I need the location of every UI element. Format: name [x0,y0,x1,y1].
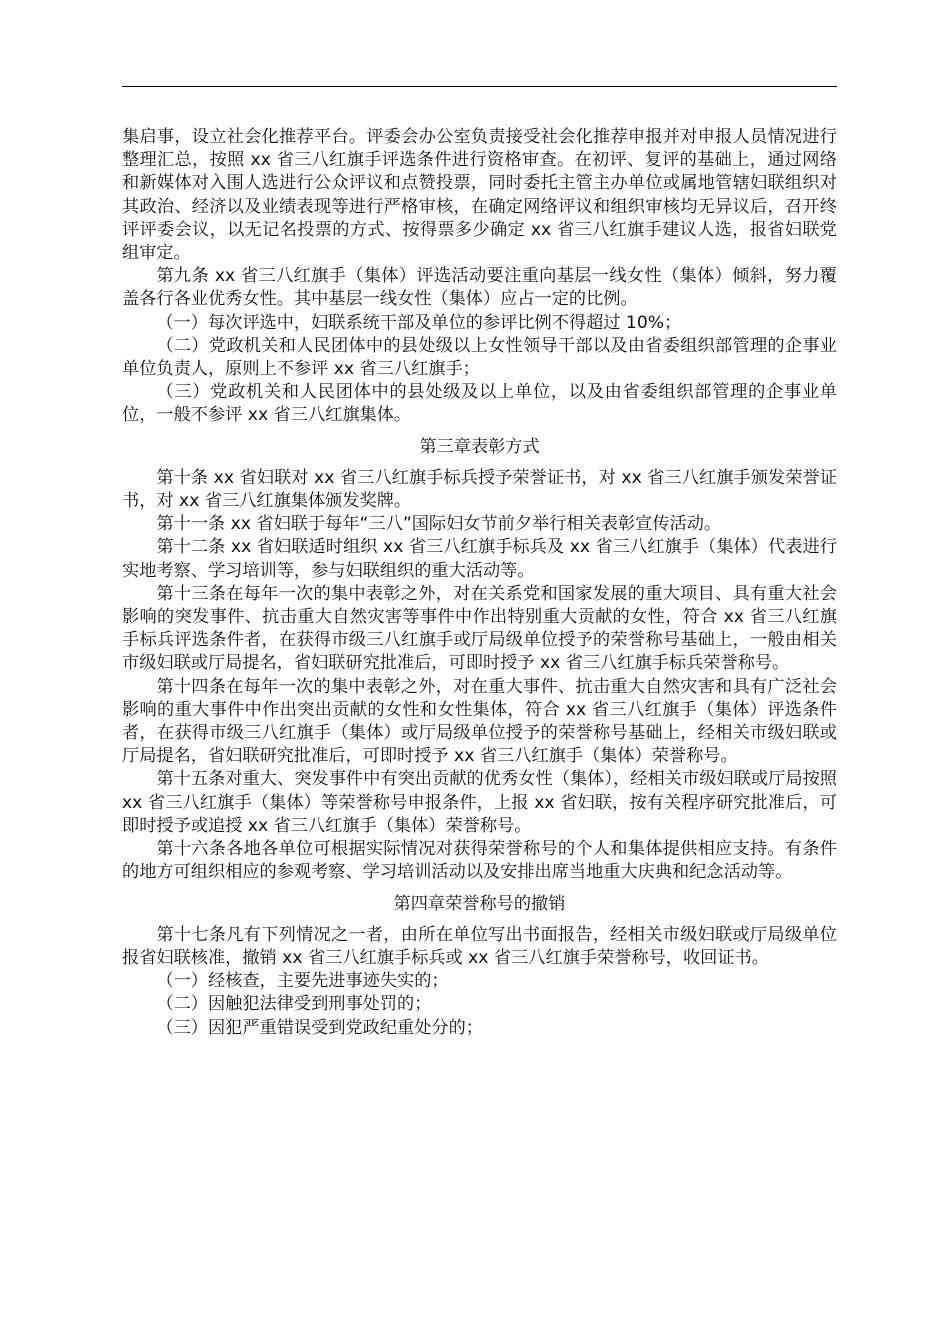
paragraph: 第九条 xx 省三八红旗手（集体）评选活动要注重向基层一线女性（集体）倾斜，努力覆盖各行各业优秀女性。其中基层一线女性（集体）应占一定的比例。 [122,266,837,310]
paragraph: 第十三条在每年一次的集中表彰之外，对在关系党和国家发展的重大项目、具有重大社会影响的突发事件、抗击重大自然灾害等事件中作出特别重大贡献的女性，符合 xx 省三八红旗手标兵评选条件者，在获得市级三八红旗手或厅局级单位授予的荣誉称号基础上，一般由相关市级妇联或厅局提名，省妇联研究批准后，可即时授予 xx 省三八红旗手标兵荣誉称号。 [122,583,837,674]
paragraph: 第十条 xx 省妇联对 xx 省三八红旗手标兵授予荣誉证书，对 xx 省三八红旗手颁发荣誉证书，对 xx 省三八红旗集体颁发奖牌。 [122,467,837,512]
paragraph: （二）党政机关和人民团体中的县处级以上女性领导干部以及由省委组织部管理的企事业单位负责人，原则上不参评 xx 省三八红旗手； [122,335,837,380]
document-body [122,126,837,1040]
paragraph: （一）经核查，主要先进事迹失实的； [156,971,449,992]
paragraph: 第十七条凡有下列情况之一者，由所在单位写出书面报告，经相关市级妇联或厅局级单位报省妇联核准，撤销 xx 省三八红旗手标兵或 xx 省三八红旗手荣誉称号，收回证书。 [122,924,837,968]
paragraph: （一）每次评选中，妇联系统干部及单位的参评比例不得超过 10%； [156,312,682,333]
paragraph: （三）因犯严重错误受到党政纪重处分的； [156,1017,483,1038]
paragraph: 第十二条 xx 省妇联适时组织 xx 省三八红旗手标兵及 xx 省三八红旗手（集体）代表进行实地考察、学习培训等，参与妇联组织的重大活动等。 [122,537,837,581]
paragraph: 第十六条各地各单位可根据实际情况对获得荣誉称号的个人和集体提供相应支持。有条件的地方可组织相应的参观考察、学习培训活动以及安排出席当地重大庆典和纪念活动等。 [122,839,837,883]
paragraph: （三）党政机关和人民团体中的县处级及以上单位，以及由省委组织部管理的企事业单位，一般不参评 xx 省三八红旗集体。 [122,382,837,426]
paragraph: 第十五条对重大、突发事件中有突出贡献的优秀女性（集体），经相关市级妇联或厅局按照 xx 省三八红旗手（集体）等荣誉称号申报条件，上报 xx 省妇联，按有关程序研究批准后，可即时授予或追授 xx 省三八红旗手（集体）荣誉称号。 [122,769,837,836]
paragraph: （二）因触犯法律受到刑事处罚的； [156,994,432,1015]
header-rule [122,86,837,87]
paragraph: 第十一条 xx 省妇联于每年“三八”国际妇女节前夕举行相关表彰宣传活动。 [156,514,722,535]
chapter-heading: 第四章荣誉称号的撤销 [393,893,566,914]
paragraph-continued: 集启事，设立社会化推荐平台。评委会办公室负责接受社会化推荐申报并对申报人员情况进行整理汇总，按照 xx 省三八红旗手评选条件进行资格审查。在初评、复评的基础上，通过网络和新媒体对入围人选进行公众评议和点赞投票，同时委托主管主办单位或属地管辖妇联组织对其政治、经济以及业绩表现等进行严格审核，在确定网络评议和组织审核均无异议后，召开终评评委会议，以无记名投票的方式、按得票多少确定 xx 省三八红旗手建议人选，报省妇联党组审定。 [122,127,837,264]
paragraph: 第十四条在每年一次的集中表彰之外，对在重大事件、抗击重大自然灾害和具有广泛社会影响的重大事件中作出突出贡献的女性和女性集体，符合 xx 省三八红旗手（集体）评选条件者，在获得市级三八红旗手（集体）或厅局级单位授予的荣誉称号基础上，经相关市级妇联或厅局提名，省妇联研究批准后，可即时授予 xx 省三八红旗手（集体）荣誉称号。 [122,676,837,767]
chapter-heading: 第三章表彰方式 [419,436,540,457]
